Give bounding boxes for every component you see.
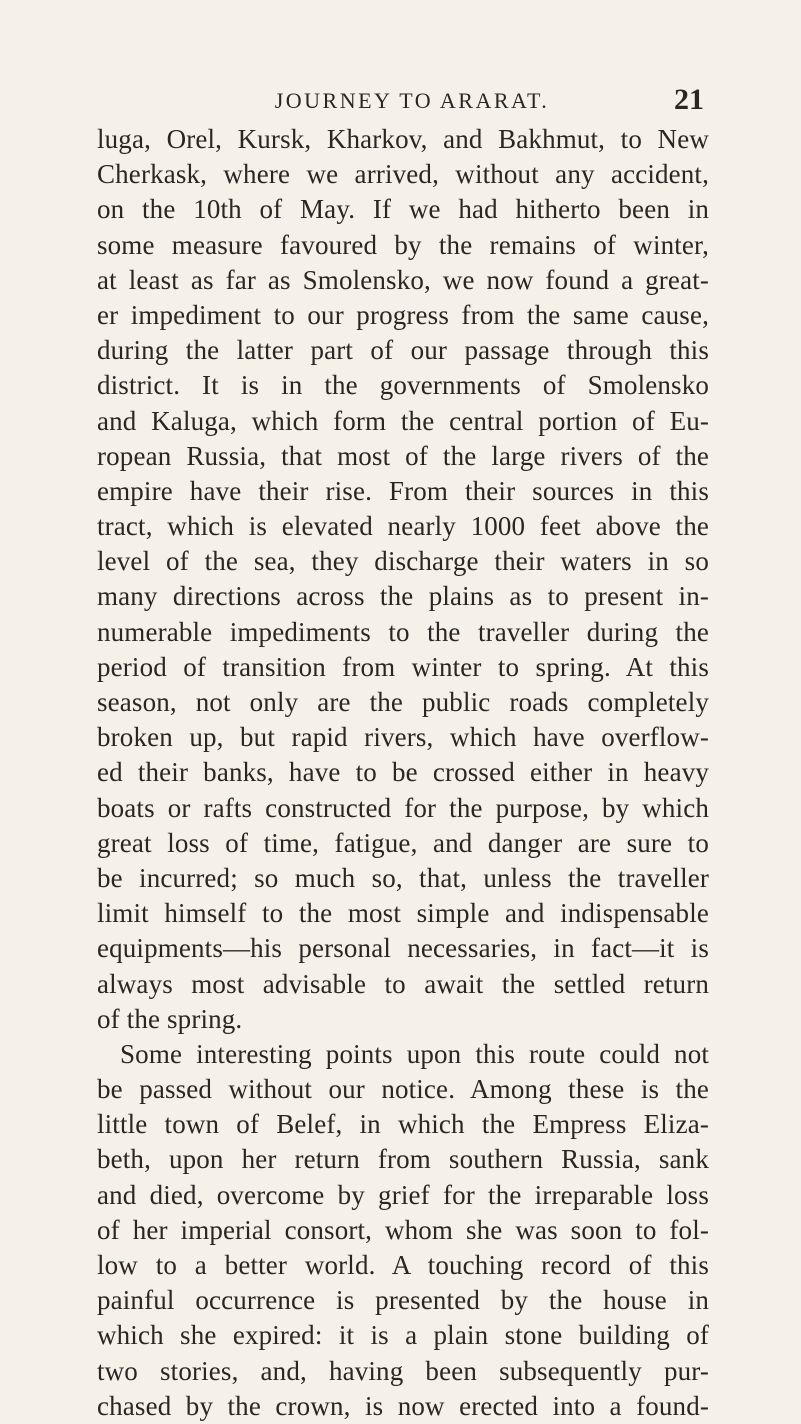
text-line: and died, overcome by grief for the irreparable loss bbox=[97, 1179, 709, 1210]
text-line: ed their banks, have to be crossed either in heavy bbox=[97, 757, 709, 788]
text-line: ropean Russia, that most of the large rivers of the bbox=[97, 440, 709, 471]
text-line: chased by the crown, is now erected into a found- bbox=[97, 1390, 709, 1421]
text-line: level of the sea, they discharge their waters in so bbox=[97, 546, 709, 577]
text-line: which she expired: it is a plain stone building of bbox=[97, 1320, 709, 1351]
running-title: JOURNEY TO ARARAT. bbox=[274, 88, 550, 113]
text-line: during the latter part of our passage through this bbox=[97, 335, 709, 366]
text-line: boats or rafts constructed for the purpose, by which bbox=[97, 792, 709, 823]
body-text bbox=[97, 122, 709, 1424]
text-line: beth, upon her return from southern Russia, sank bbox=[97, 1144, 709, 1175]
text-line: little town of Belef, in which the Empress Eliza- bbox=[97, 1109, 709, 1140]
paragraph-end-line: of the spring. bbox=[97, 1003, 243, 1034]
text-line: period of transition from winter to spring. At this bbox=[97, 651, 709, 682]
text-line: broken up, but rapid rivers, which have overflow- bbox=[97, 722, 709, 753]
text-line: low to a better world. A touching record of this bbox=[97, 1250, 709, 1280]
text-line: numerable impediments to the traveller during the bbox=[97, 616, 709, 647]
running-head bbox=[120, 84, 704, 118]
text-line: empire have their rise. From their sources in this bbox=[97, 475, 709, 506]
text-line: some measure favoured by the remains of winter, bbox=[97, 229, 709, 260]
paragraph-start-line: Some interesting points upon this route could not bbox=[120, 1038, 709, 1069]
text-line: at least as far as Smolensko, we now found a great- bbox=[97, 264, 709, 295]
page-number: 21 bbox=[674, 83, 704, 116]
text-line: and Kaluga, which form the central portion of Eu- bbox=[97, 405, 709, 436]
text-line: district. It is in the governments of Smolensko bbox=[97, 370, 709, 401]
text-line: luga, Orel, Kursk, Kharkov, and Bakhmut, to New bbox=[97, 124, 709, 154]
text-line: limit himself to the most simple and indispensable bbox=[97, 898, 709, 929]
text-line: er impediment to our progress from the same cause, bbox=[97, 299, 709, 330]
text-line: be passed without our notice. Among these is the bbox=[97, 1074, 709, 1105]
text-line: Cherkask, where we arrived, without any accident, bbox=[97, 159, 709, 190]
text-line: always most advisable to await the settled return bbox=[97, 968, 709, 999]
text-line: many directions across the plains as to present in- bbox=[97, 581, 709, 612]
text-line: two stories, and, having been subsequently pur- bbox=[97, 1355, 709, 1386]
text-line: tract, which is elevated nearly 1000 feet above the bbox=[97, 511, 709, 542]
text-line: painful occurrence is presented by the house in bbox=[97, 1285, 709, 1316]
text-line: great loss of time, fatigue, and danger are sure to bbox=[97, 827, 709, 858]
text-line: equipments—his personal necessaries, in fact—it is bbox=[97, 933, 709, 964]
text-line: of her imperial consort, whom she was soon to fol- bbox=[97, 1214, 709, 1245]
text-line: season, not only are the public roads completely bbox=[97, 687, 709, 717]
text-line: on the 10th of May. If we had hitherto been in bbox=[97, 194, 709, 225]
text-line: be incurred; so much so, that, unless the traveller bbox=[97, 862, 709, 893]
